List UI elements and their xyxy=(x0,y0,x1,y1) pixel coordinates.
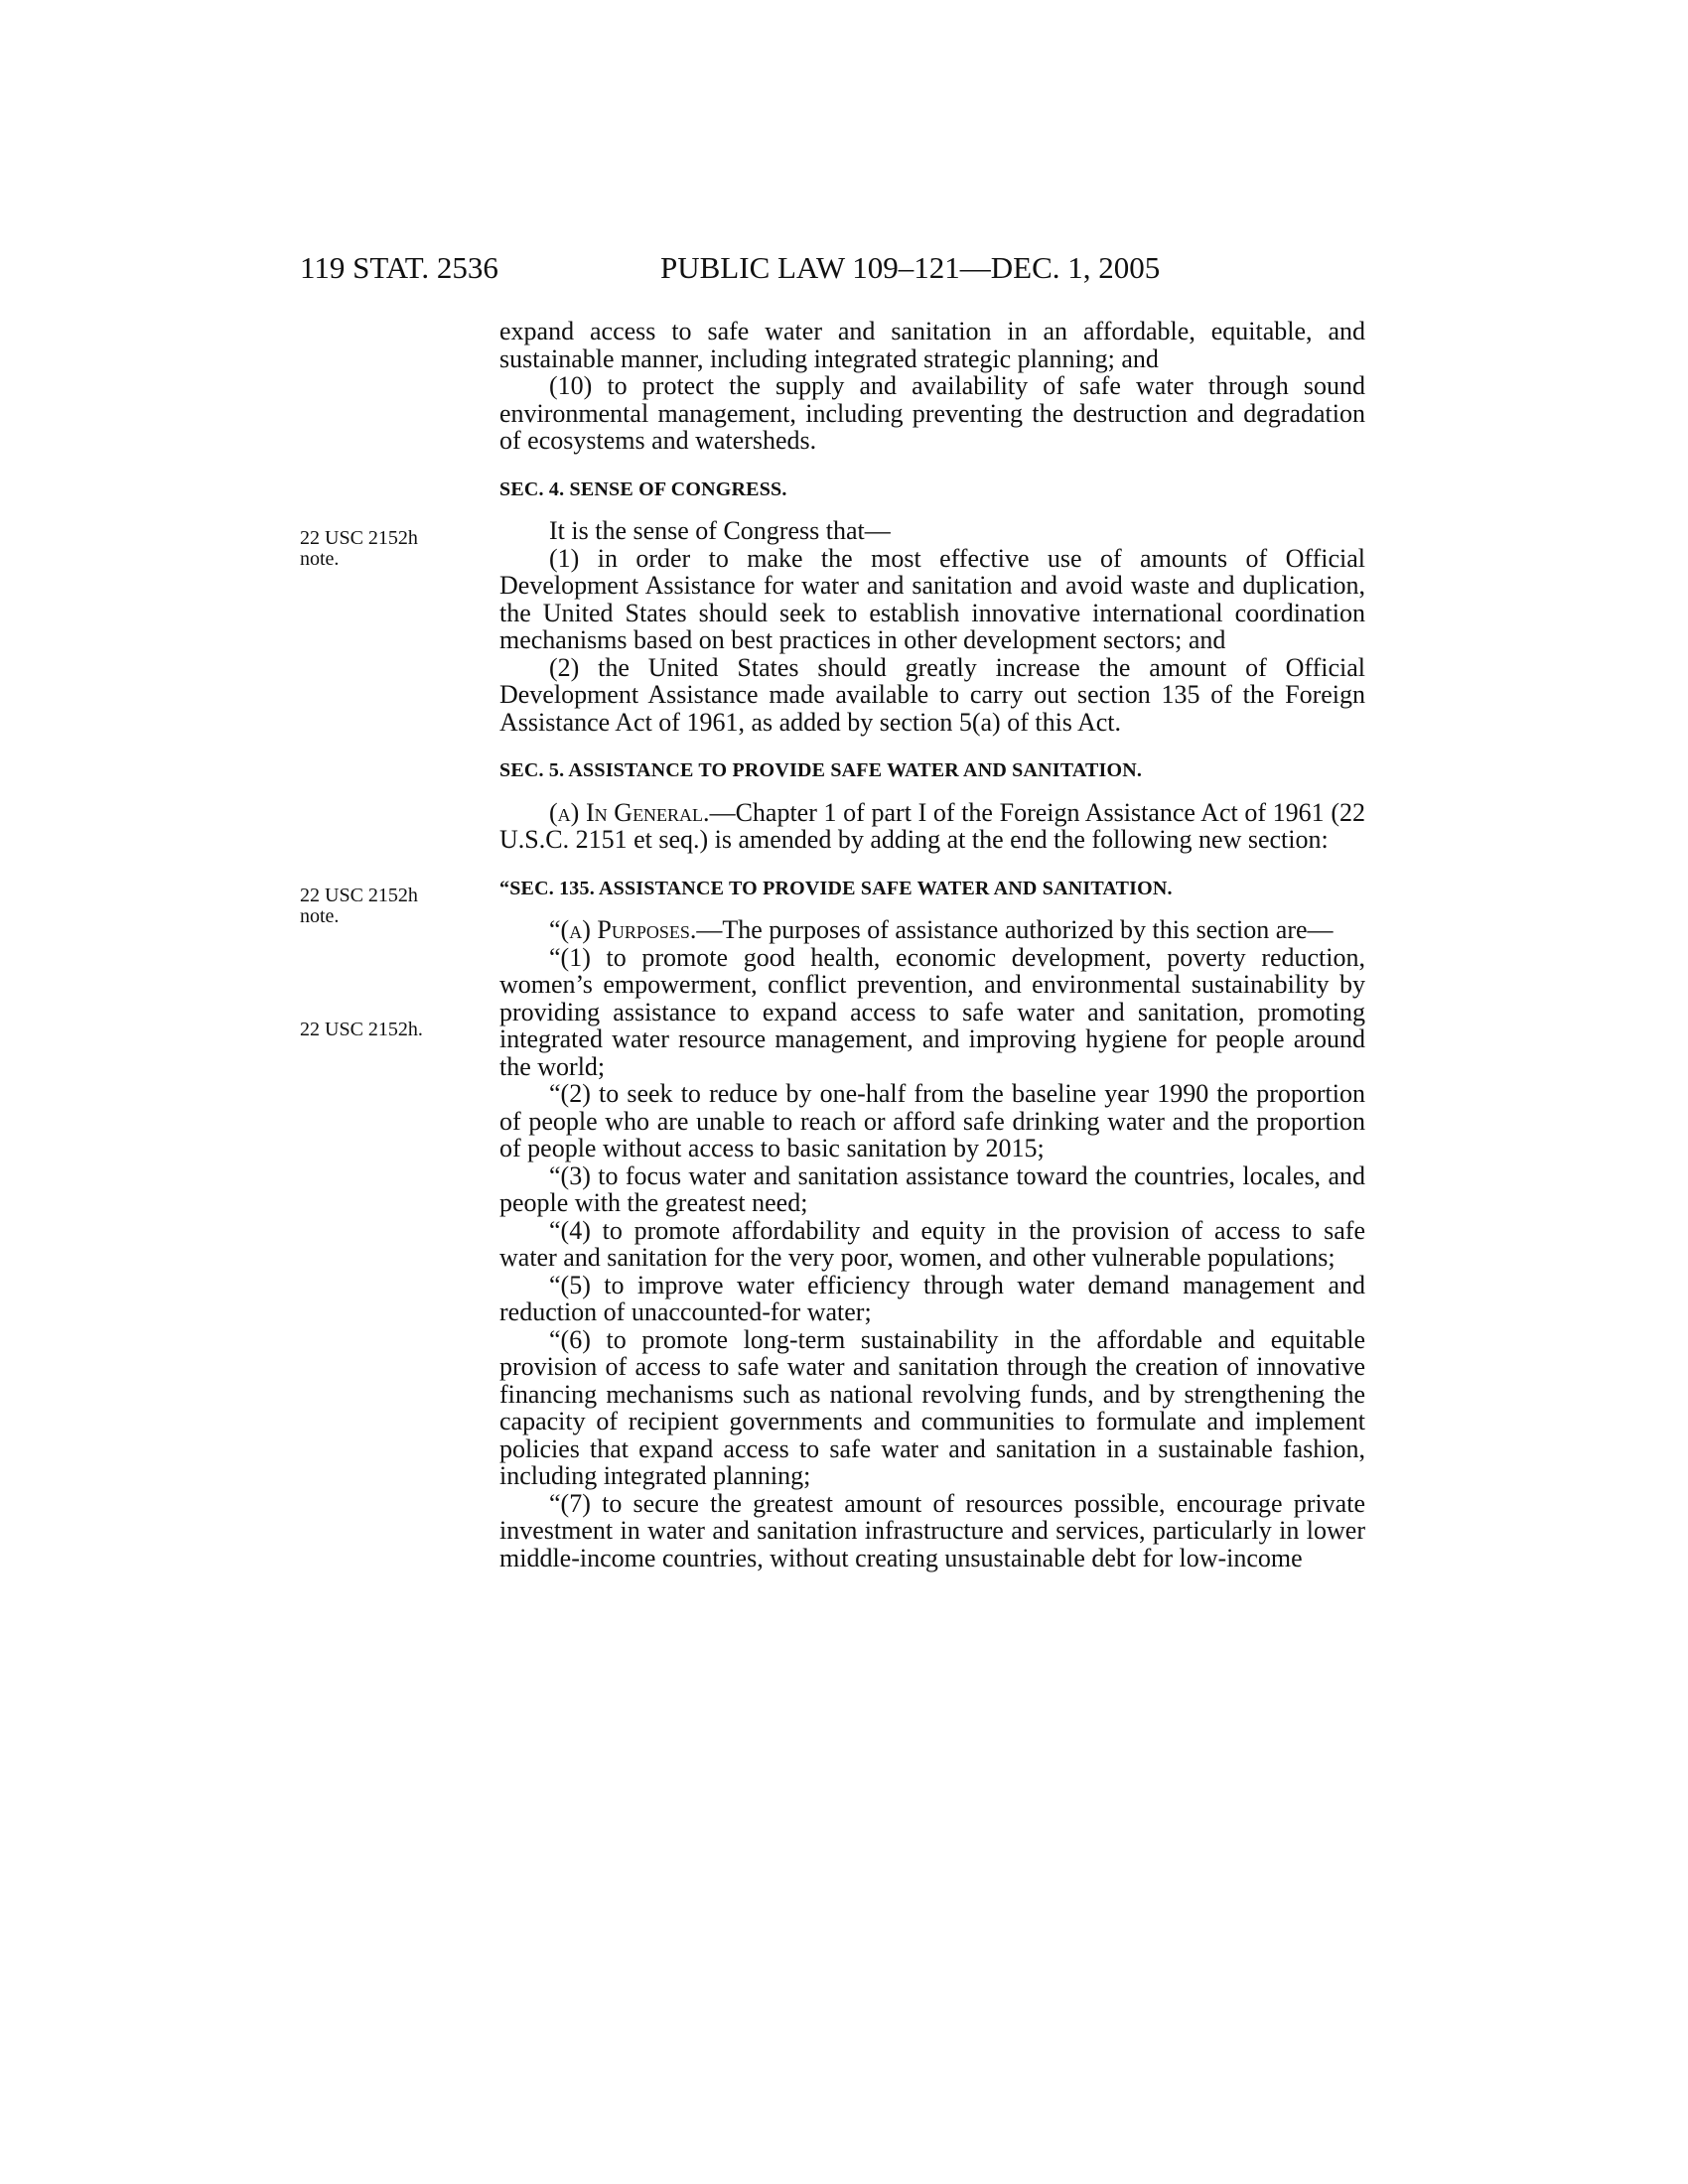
body-text xyxy=(499,318,1365,1571)
section-5-subsection-a xyxy=(499,799,1365,854)
margin-note-sec5 xyxy=(300,886,418,927)
subsection-label: (a) In General. xyxy=(549,797,710,827)
purpose-5: “(5) to improve water efficiency through water demand management and reduction of unaccounted-for water; xyxy=(499,1270,1365,1326)
section-135-heading: “SEC. 135. ASSISTANCE TO PROVIDE SAFE WATER AND SANITATION. xyxy=(499,877,1173,899)
section-5-heading: SEC. 5. ASSISTANCE TO PROVIDE SAFE WATER AND SANITATION. xyxy=(499,759,1143,781)
purpose-1: “(1) to promote good health, economic development, poverty reduction, women’s empowerment, conflict prevention, and environmental sustainability by providing assistance to expand access to safe water and sanitation, promoting integrated water resource management, and improving hygiene for people around the world; xyxy=(499,942,1365,1081)
margin-note-line: note. xyxy=(300,905,340,927)
purpose-6: “(6) to promote long-term sustainability in the affordable and equitable provision of access to safe water and sanitation through the creation of innovative financing mechanisms such as national revolving funds, and by strengthening the capacity of recipient governments and communities to formulate and implement policies that expand access to safe water and sanitation in a sustainable fashion, including integrated planning; xyxy=(499,1324,1365,1490)
subsection-text: —Chapter 1 of part I of the Foreign Assistance Act of 1961 (22 U.S.C. 2151 et seq.) is amended by adding at the end the following new section: xyxy=(499,797,1365,854)
purpose-7: “(7) to secure the greatest amount of resources possible, encourage private investment in water and sanitation infrastructure and services, particularly in lower middle-income countries, without creating unsustainable debt for low-income xyxy=(499,1488,1365,1572)
section-135-subsection-a xyxy=(499,916,1365,944)
margin-note-line: 22 USC 2152h. xyxy=(300,1019,423,1040)
law-title: PUBLIC LAW 109–121—DEC. 1, 2005 xyxy=(660,250,1161,285)
margin-note-line: 22 USC 2152h xyxy=(300,527,418,549)
purpose-2: “(2) to seek to reduce by one-half from the baseline year 1990 the proportion of people who are unable to reach or afford safe drinking water and the proportion of people without access to basic sanitation by 2015; xyxy=(499,1079,1365,1162)
section-4-item-2: (2) the United States should greatly increase the amount of Official Development Assistance made available to carry out section 135 of the Foreign Assistance Act of 1961, as added by section 5(a) of this Act. xyxy=(499,652,1365,737)
subsection-text: —The purposes of assistance authorized by this section are— xyxy=(696,915,1334,944)
section-4-item-1: (1) in order to make the most effective use of amounts of Official Development Assistance for water and sanitation and avoid waste and duplication, the United States should seek to establish innovative international coordination mechanisms based on best practices in other development sectors; and xyxy=(499,543,1365,654)
margin-note-sec4 xyxy=(300,528,418,570)
continued-paragraph: expand access to safe water and sanitation in an affordable, equitable, and sustainable manner, including integrated strategic planning; and xyxy=(499,317,1365,373)
margin-note-line: note. xyxy=(300,548,340,570)
purpose-4: “(4) to promote affordability and equity in the provision of access to safe water and sanitation for the very poor, women, and other vulnerable populations; xyxy=(499,1215,1365,1272)
purpose-3: “(3) to focus water and sanitation assistance toward the countries, locales, and people with the greatest need; xyxy=(499,1160,1365,1217)
section-4-heading: SEC. 4. SENSE OF CONGRESS. xyxy=(499,478,787,500)
margin-note-sec135 xyxy=(300,1020,423,1040)
margin-note-line: 22 USC 2152h xyxy=(300,885,418,906)
subsection-label: “(a) Purposes. xyxy=(549,915,697,944)
paragraph-item-10: (10) to protect the supply and availability of safe water through sound environmental management, including preventing the destruction and degradation of ecosystems and watersheds. xyxy=(499,371,1365,455)
stat-reference: 119 STAT. 2536 xyxy=(300,250,498,285)
section-4-intro: It is the sense of Congress that— xyxy=(549,516,891,545)
